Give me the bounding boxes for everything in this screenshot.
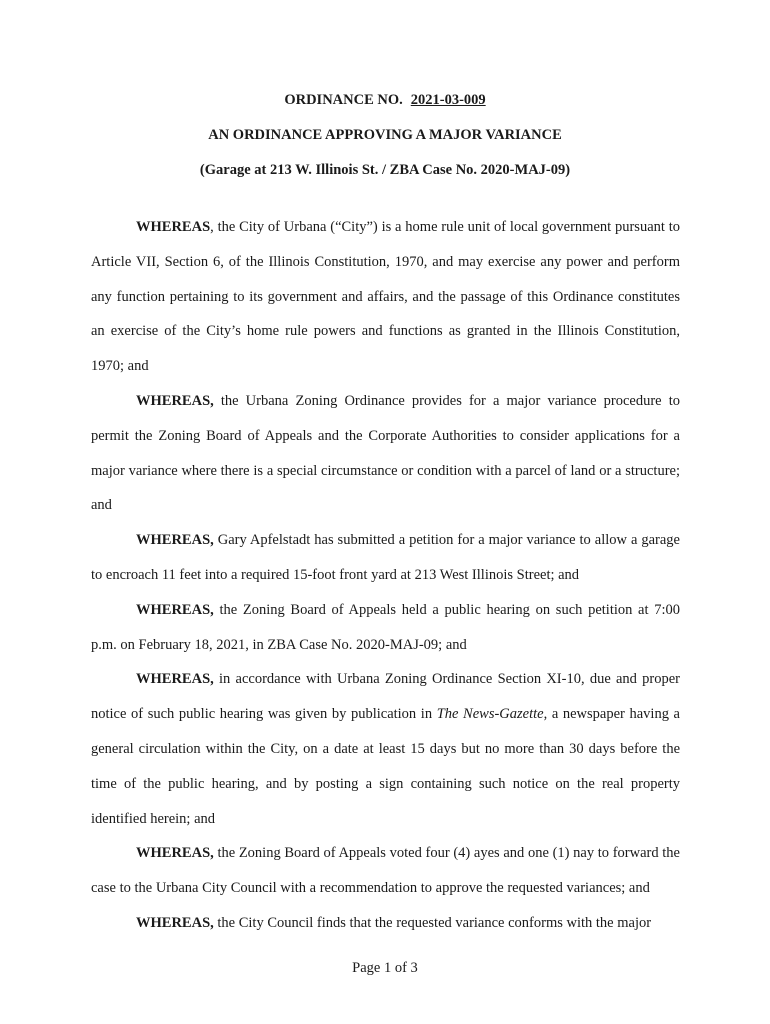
paragraph-text: the Urbana Zoning Ordinance provides for a major variance procedure to permit the Zoning Board of Appeals and the Corporate Authorities to consider applications for a major variance where there is a special circumstance or condition with a parcel of land or a structure; and [91, 392, 680, 514]
whereas-paragraph-7 [91, 906, 680, 941]
paragraph-text: the Zoning Board of Appeals voted four (4) ayes and one (1) nay to forward the case to the Urbana City Council with a recommendation to approve the requested variances; and [91, 845, 680, 897]
paragraph-lead: WHEREAS, [136, 392, 214, 409]
ordinance-subtitle: (Garage at 213 W. Illinois St. / ZBA Case No. 2020-MAJ-09) [199, 162, 571, 178]
ordinance-title: AN ORDINANCE APPROVING A MAJOR VARIANCE [208, 127, 562, 143]
ordinance-label: ORDINANCE NO. [284, 92, 403, 108]
paragraph-text-after: , a newspaper having a general circulation within the City, on a date at least 15 days but no more than 30 days before the time of the public hearing, and by posting a sign containing such notice on the real property identified herein; and [91, 706, 680, 827]
paragraph-lead: WHEREAS, [136, 671, 214, 688]
paragraph-text: Gary Apfelstadt has submitted a petition for a major variance to allow a garage to encroach 11 feet into a required 15-foot front yard at 213 West Illinois Street; and [91, 532, 680, 583]
paragraph-text: , the City of Urbana (“City”) is a home rule unit of local government pursuant to Article VII, Section 6, of the Illinois Constitution, 1970, and may exercise any power and perform any function pertaining to its government and affairs, and the passage of this Ordinance constitutes an exercise of the City’s home rule powers and functions as granted in the Illinois Constitution, 1970; and [91, 219, 680, 375]
paragraph-lead: WHEREAS, [136, 845, 214, 862]
ordinance-number-line [0, 92, 770, 109]
ordinance-number: 2021-03-009 [410, 92, 486, 108]
paragraph-lead: WHEREAS [136, 219, 211, 235]
paragraph-text: in accordance with Urbana Zoning Ordinance Section XI-10, due and proper notice of such public hearing was given by publication in [91, 671, 680, 723]
whereas-paragraph-3 [91, 523, 680, 593]
paragraph-lead: WHEREAS, [136, 914, 214, 931]
ordinance-body [91, 210, 680, 941]
paragraph-text: the Zoning Board of Appeals held a public hearing on such petition at 7:00 p.m. on February 18, 2021, in ZBA Case No. 2020-MAJ-09; and [91, 601, 680, 653]
whereas-paragraph-5 [91, 662, 680, 836]
whereas-paragraph-2 [91, 384, 680, 523]
whereas-paragraph-1 [91, 210, 680, 384]
paragraph-lead: WHEREAS, [136, 601, 214, 618]
newspaper-name: The News-Gazette [436, 706, 544, 723]
paragraph-lead: WHEREAS, [136, 532, 214, 549]
whereas-paragraph-4 [91, 593, 680, 663]
whereas-paragraph-6 [91, 836, 680, 906]
page-number: Page 1 of 3 [352, 960, 418, 976]
paragraph-text: the City Council finds that the requested variance conforms with the major [213, 914, 652, 931]
